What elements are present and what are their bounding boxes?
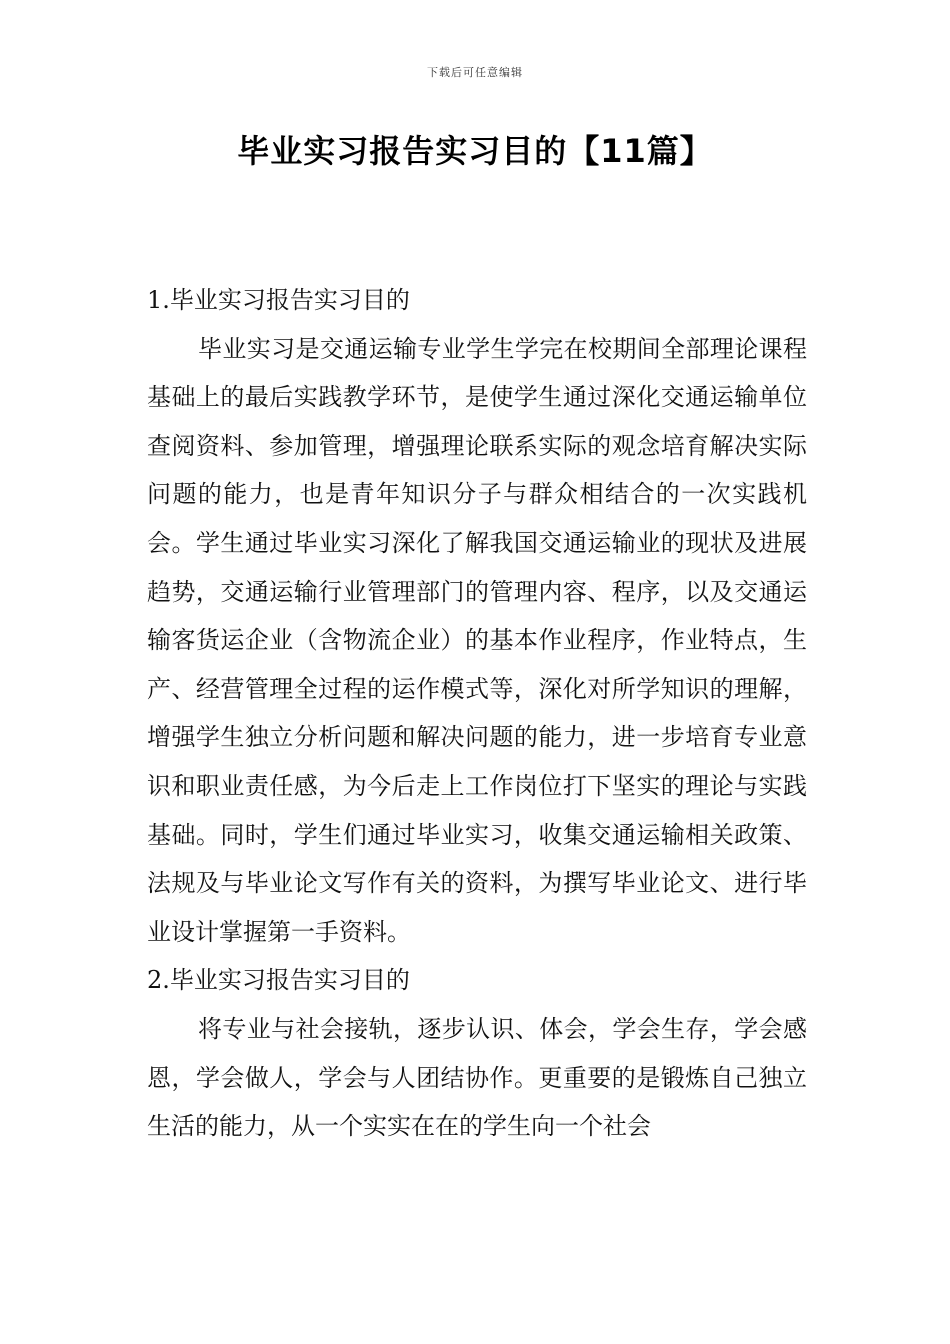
section-paragraph-1: 毕业实习是交通运输专业学生学完在校期间全部理论课程基础上的最后实践教学环节，是使学生通过深化交通运输单位查阅资料、参加管理，增强理论联系实际的观念培育解决实际问题的能力，也是青年知识分子与群众相结合的一次实践机会。学生通过毕业实习深化了解我国交通运输业的现状及进展趋势，交通运输行业管理部门的管理内容、程序，以及交通运输客货运企业（含物流企业）的基本作业程序，作业特点，生产、经营管理全过程的运作模式等，深化对所学知识的理解，增强学生独立分析问题和解决问题的能力，进一步培育专业意识和职业责任感，为今后走上工作岗位打下坚实的理论与实践基础。同时，学生们通过毕业实习，收集交通运输相关政策、法规及与毕业论文写作有关的资料，为撰写毕业论文、进行毕业设计掌握第一手资料。 [147,334,807,946]
section-heading-2: 2.毕业实习报告实习目的 [147,966,410,995]
header-note: 下载后可任意编辑 [427,66,523,79]
section-paragraph-2: 将专业与社会接轨，逐步认识、体会，学会生存，学会感恩，学会做人，学会与人团结协作。更重要的是锻炼自己独立生活的能力，从一个实实在在的学生向一个社会 [147,1014,807,1141]
document-body [147,276,807,1151]
section-heading-1: 1.毕业实习报告实习目的 [147,286,410,314]
document-title: 毕业实习报告实习目的【11篇】 [237,132,713,170]
